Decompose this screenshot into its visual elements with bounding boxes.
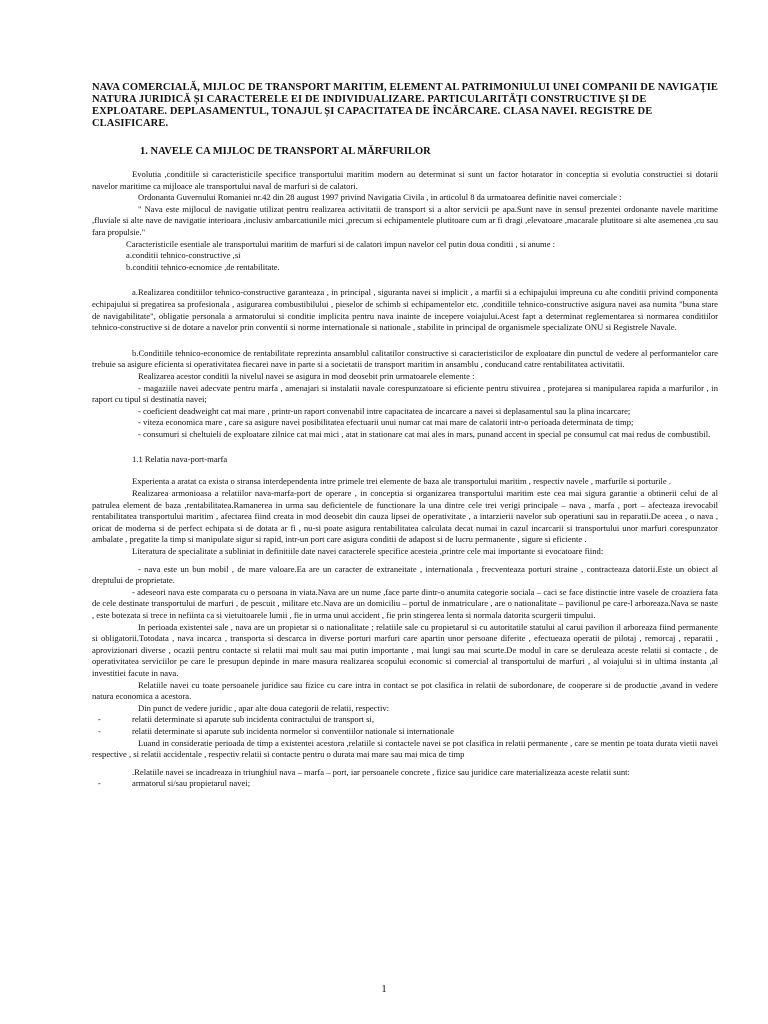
paragraph: In perioada existentei sale , nava are un propietar si o nationalitate ; relatiile sale cu propietarul si cu autoritatile statului al carui pavilion il arboreaza fiind permanente si obligatorii.Totodata , nava incarca , transporta si descarca in diverse porturi marfuri care apartin unor persoane diferite , efectueaza operatii de pilotaj , remorcaj , reparatii , aprovizionari diverse , ocazii pentru contacte si relatii mai mult sau mai putin importante , mai lungi sau mai scurte.De modul in care se deruleaza aceste relatii si contacte , de operativitatea serviciilor pe care le presupun depinde in mare masura realizarea scopului economic si comercial al transportului de marfuri , al voiajului si in ultima instanta ,al investitiei facute in nava. (92, 621, 718, 678)
paragraph: b.Conditiile tehnico-economice de rentabilitate reprezinta ansamblul calitatilor constructive si caracteristicilor de exploatare din punctul de vedere al performantelor care trebuie sa asigure eficienta si operativitatea fiecarei nave in parte si a societatii de transport maritim in ansamblu , conducand catre rentabilitatea activitatii. (92, 347, 718, 370)
bullet-dash: - (98, 778, 101, 789)
section-heading-1-1: 1.1 Relatia nava-port-marfa (132, 454, 228, 465)
paragraph: Realizarea acestor conditii la nivelul navei se asigura in mod deosebit prin urmatoarele elemente : (138, 370, 475, 381)
bullet-dash: - (98, 714, 101, 725)
paragraph: .Relatiile navei se incadreaza in triunghiul nava – marfa – port, iar persoanele concrete , fizice sau juridice care materializeaza aceste relatii sunt: (132, 766, 630, 777)
list-item: b.conditii tehnico-ecnomice ,de rentabilitate. (126, 261, 280, 272)
list-item: - consumuri si cheltuieli de exploatare zilnice cat mai mici , atat in stationare cat mai ales in mars, punand accent in special pe consumul cat mai redus de combustibil. (138, 428, 711, 439)
list-item: - magaziile navei adecvate pentru marfa , amenajari si instalatii navale corespunzatoare si eficiente pentru stivuirea , protejarea si manipularea rapida a marfurilor , in raport cu tipul si destinatia navei; (92, 382, 718, 405)
list-item: a.conditii tehnico-constructive ,si (126, 250, 241, 261)
list-item: - viteza economica mare , care sa asigure navei posibilitatea efectuarii unui numar cat mai mare de calatorii intr-o perioada determinata de timp; (138, 417, 634, 428)
paragraph: Relatiile navei cu toate persoanele juridice sau fizice cu care intra in contact se pot clasifica in relatii de subordonare, de cooperare si de productie ,avand in vedere natura economica a acestora. (92, 679, 718, 702)
bullet-item (92, 714, 718, 726)
bullet-dash: - (98, 725, 101, 736)
bullet-text: relatii determinate si aparute sub incidenta normelor si conventiilor nationale si internationale (132, 725, 454, 736)
paragraph: Ordonanta Guvernului Romaniei nr.42 din 28 august 1997 privind Navigatia Civila , in articolul 8 da urmatoarea definitie navei comerciale : (138, 192, 622, 203)
bullet-item (92, 726, 718, 738)
paragraph: - nava este un bun mobil , de mare valoare.Ea are un caracter de extraneitate , internationala , frecventeaza porturi straine , contracteaza datorii.Este un obiect al dreptului de proprietate. (92, 563, 718, 586)
paragraph: Din punct de vedere juridic , apar alte doua categorii de relatii, respectiv: (138, 702, 390, 713)
paragraph: Caracteristicile esentiale ale transportului maritim de marfuri si de calatori impun navelor cel putin doua conditii , si anume : (126, 238, 556, 249)
bullet-item (92, 778, 718, 790)
bullet-text: relatii determinate si aparute sub incidenta contractului de transport si, (132, 714, 374, 725)
paragraph: Literatura de specialitate a subliniat in definitiile date navei caracterele specifice acesteia ,printre cele mai importante si evocatoare fiind: (132, 546, 604, 557)
bullet-text: armatorul si/sau propietarul navei; (132, 778, 251, 789)
paragraph: Luand in consideratie perioada de timp a existentei acestora ,relatiile si contactele navei se pot clasifica in relatii permanente , care se mentin pe toata durata vietii navei respective , si relatii accidentale , respectiv relatii si contacte pentru o durata mai mare sau mai mica de timp (92, 737, 718, 760)
page-number: 1 (381, 983, 387, 995)
paragraph: Evolutia ,conditiile si caracteristicile specifice transportului maritim modern au determinat si sunt un factor hotarator in conceptia si evolutia constructiei si dotarii navelor maritime ca mijloace ale transportului naval de marfuri si de calatori. (92, 169, 718, 191)
paragraph: Realizarea armonioasa a relatiilor nava-marfa-port de operare , in conceptia si organizarea transportului maritim este cea mai sigura garantie a obtinerii celui de al patrulea element de baza ,rentabilitatea.Ramanerea in urma sau deficientele de functionare la una dintre cele trei verigi principale – nava , marfa , port – afecteaza irevocabil rentabilitatea transportului maritim , afectarea fiind creata in mod deosebit din cauza lipsei de operativitate , a intarzierii navelor sub operatiuni sau in reparatii.De aceea , o nava , oricat de moderna si de perfect echipata si de dotata ar fi , nu-si poate asigura rentabilitatea calculata decat numai in cazul incarcarii si transportului unor marfuri corespunzator ambalate , pregatite la timp si manipulate sigur si rapid, intr-un port care asigura conditii de adapost si de lucru permanente , sigure si eficiente . (92, 488, 718, 545)
list-item: - coeficient deadweight cat mai mare , printr-un raport convenabil intre capacitatea de incarcare a navei si deplasamentul sau la plina incarcare; (138, 405, 631, 416)
section-heading-1: 1. NAVELE CA MIJLOC DE TRANSPORT AL MĂRFURILOR (140, 146, 431, 157)
paragraph: - adeseori nava este comparata cu o persoana in viata.Nava are un nume ,face parte dintr-o anumita categorie sociala – caci se face distinctie intre vasele de croaziera fata de cele destinate transportului de marfuri , de pescuit , militare etc.Nava are un domiciliu – portul de inmatriculare , are o nationalitate – pavilionul pe care-l arboreaza.Nava se naste , este botezata si trece in nefiinta ca si vietuitoarele lumii , fie in urma unui accident , fie prin stingerea lenta si normala datorita scurgerii timpului. (92, 586, 718, 620)
quoted-definition: " Nava este mijlocul de navigatie utilizat pentru realizarea activitatii de transport si a altor servicii pe apa.Sunt nave in sensul prezentei ordonante navele maritime ,fluviale si alte nave de navigatie interioara ,inclusiv ambarcatiunile mici ,precum si echipamentele plutitoare cum ar fi dragi ,elevatoare ,macarale plutitoare si alte asemenea ,cu sau fara propulsie." (92, 203, 718, 237)
document-title: NAVA COMERCIALĂ, MIJLOC DE TRANSPORT MARITIM, ELEMENT AL PATRIMONIULUI UNEI COMPANII DE NAVIGAȚIE NATURA JURIDICĂ ȘI CARACTERELE EI DE INDIVIDUALIZARE. PARTICULARITĂȚI CONSTRUCTIVE ȘI DE EXPLOATARE. DEPLASAMENTUL, TONAJUL ȘI CAPACITATEA DE ÎNCĂRCARE. CLASA NAVEI. REGISTRE DE CLASIFICARE. (92, 82, 718, 129)
paragraph: Experienta a aratat ca exista o stransa interdependenta intre primele trei elemente de baza ale transportului maritim , respectiv navele , marfurile si porturile . (132, 476, 672, 487)
paragraph: a.Realizarea conditiilor tehnico-constructive garanteaza , in principal , siguranta navei si implicit , a marfii si a echipajului impreuna cu alte conditii privind componenta echipajului si pregatirea sa profesionala , asigurarea combustibilului , pieselor de schimb si echipamentelor etc. ,conditiile tehnico-constructive asigura navei asa numita "buna stare de navigabilitate", obligatie personala a armatorului si conditie implicita pentru nava inainte de incepere voiajului.Acest fapt a determinat reglementarea si normarea conditiilor tehnico-constructive si de dotare a navelor prin conventii si norme internationale si nationale , stabilite in principal de organismele specializate ONU si Registrele Navale. (92, 287, 718, 333)
